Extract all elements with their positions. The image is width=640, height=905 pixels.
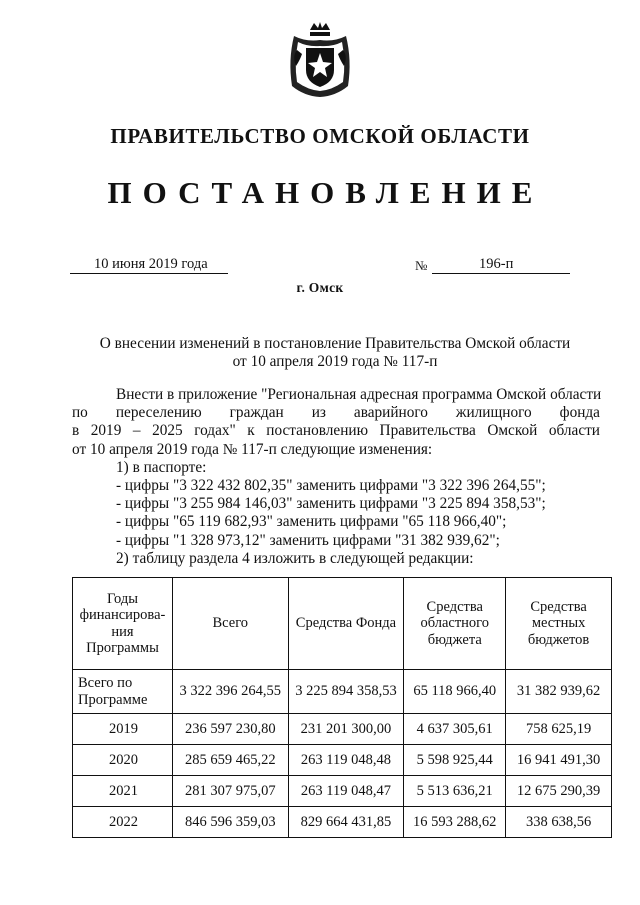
table-cell: 3 225 894 358,53 (288, 670, 404, 714)
table-cell: 5 513 636,21 (404, 776, 506, 807)
table-row (73, 745, 612, 776)
table-cell: 263 119 048,47 (288, 776, 404, 807)
table-row (73, 714, 612, 745)
table-cell-year: 2020 (73, 745, 173, 776)
intro-line-4: от 10 апреля 2019 года № 117-п следующие изменения: (72, 440, 433, 458)
intro-word: жилищного (455, 404, 532, 422)
organization-title: ПРАВИТЕЛЬСТВО ОМСКОЙ ОБЛАСТИ (110, 124, 530, 148)
table-cell: 4 637 305,61 (404, 714, 506, 745)
intro-line-2 (72, 404, 600, 422)
document-number: 196-п (479, 256, 514, 272)
table-cell-year: 2022 (73, 807, 173, 838)
table-row (73, 670, 612, 714)
table-cell: 31 382 939,62 (506, 670, 612, 714)
number-label: № (415, 258, 428, 273)
table-cell: 285 659 465,22 (172, 745, 288, 776)
table-cell: 16 941 491,30 (506, 745, 612, 776)
table-cell: 846 596 359,03 (172, 807, 288, 838)
total-label: Всего по Программе (73, 670, 173, 714)
table-cell: 263 119 048,48 (288, 745, 404, 776)
subject-line-2: от 10 апреля 2019 года № 117-п (232, 353, 438, 370)
change-item: - цифры "3 322 432 802,35" заменить цифрами "3 322 396 264,55"; (116, 477, 546, 495)
header-local-budgets: Средства местных бюджетов (506, 578, 612, 670)
table-cell: 236 597 230,80 (172, 714, 288, 745)
change-item: - цифры "65 119 682,93" заменить цифрами "65 118 966,40"; (116, 513, 507, 531)
table-cell: 12 675 290,39 (506, 776, 612, 807)
intro-word: по (72, 404, 88, 422)
table-cell: 281 307 975,07 (172, 776, 288, 807)
intro-word: переселению (115, 404, 202, 422)
table-cell-year: 2021 (73, 776, 173, 807)
intro-line-3: в 2019 – 2025 годах" к постановлению Правительства Омской области (72, 422, 600, 440)
table-cell: 3 322 396 264,55 (172, 670, 288, 714)
header-regional-budget: Средства областного бюджета (404, 578, 506, 670)
document-body (72, 386, 600, 568)
table-cell: 231 201 300,00 (288, 714, 404, 745)
item-1: 1) в паспорте: (116, 458, 207, 476)
document-date: 10 июня 2019 года (94, 256, 208, 272)
table-row (73, 776, 612, 807)
document-type-title: ПОСТАНОВЛЕНИЕ (107, 175, 544, 210)
intro-word: граждан (229, 404, 284, 422)
coat-of-arms-icon (284, 20, 356, 98)
change-item: - цифры "3 255 984 146,03" заменить цифрами "3 225 894 358,53"; (116, 495, 546, 513)
table-cell-year: 2019 (73, 714, 173, 745)
table-cell: 758 625,19 (506, 714, 612, 745)
intro-word: фонда (559, 404, 600, 422)
intro-word: из (311, 404, 326, 422)
header-total: Всего (172, 578, 288, 670)
table-cell: 65 118 966,40 (404, 670, 506, 714)
subject-line-1: О внесении изменений в постановление Правительства Омской области (99, 335, 571, 352)
document-city: г. Омск (296, 280, 344, 295)
intro-word: аварийного (353, 404, 428, 422)
table-cell: 5 598 925,44 (404, 745, 506, 776)
document-subject (60, 335, 610, 371)
item-2: 2) таблицу раздела 4 изложить в следующей редакции: (116, 549, 474, 567)
financing-table (72, 577, 612, 838)
table-row (73, 807, 612, 838)
header-fund: Средства Фонда (288, 578, 404, 670)
intro-line-1: Внести в приложение "Региональная адресная программа Омской области (116, 386, 602, 403)
table-header-row (73, 578, 612, 670)
table-cell: 829 664 431,85 (288, 807, 404, 838)
table-cell: 338 638,56 (506, 807, 612, 838)
header-years: Годы финансирова- ния Программы (73, 578, 173, 670)
change-item: - цифры "1 328 973,12" заменить цифрами "31 382 939,62"; (116, 531, 500, 549)
table-cell: 16 593 288,62 (404, 807, 506, 838)
